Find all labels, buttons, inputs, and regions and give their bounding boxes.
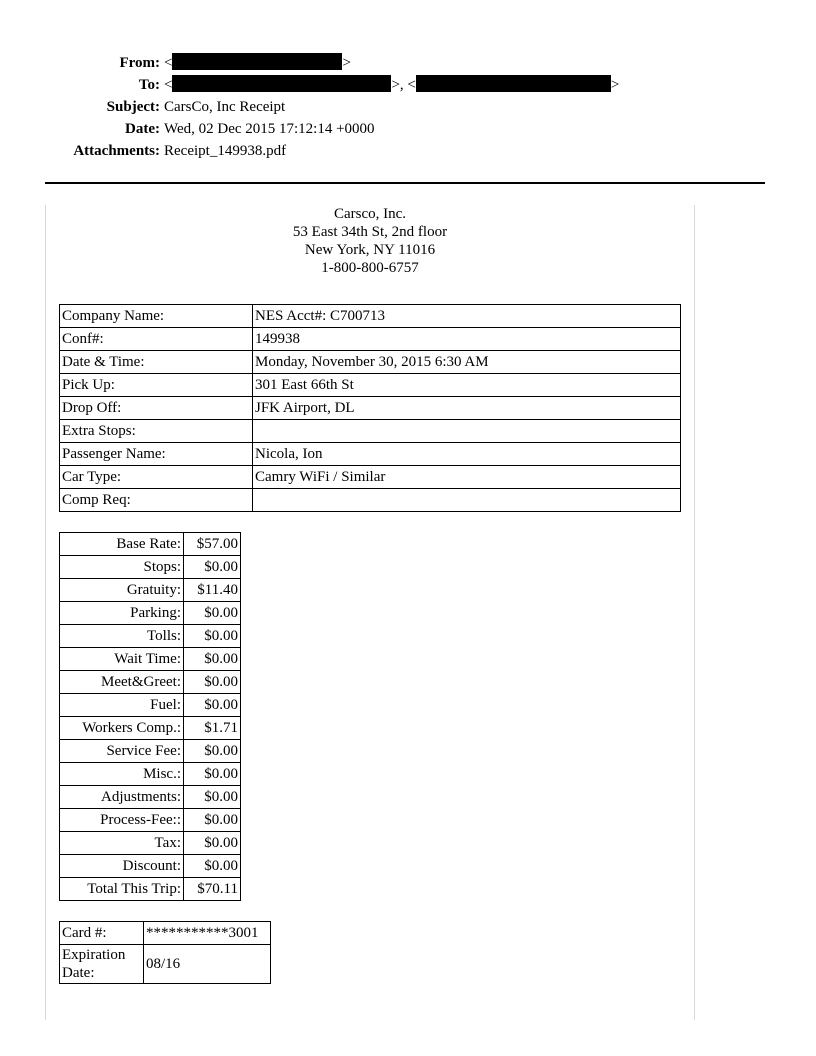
charge-row xyxy=(60,763,241,786)
to-row xyxy=(0,74,619,96)
charge-row xyxy=(60,556,241,579)
payment-table xyxy=(59,921,271,984)
subject-label: Subject: xyxy=(106,99,160,115)
charge-amount: $1.71 xyxy=(184,717,241,740)
charge-label: Misc.: xyxy=(60,763,184,786)
charge-amount: $0.00 xyxy=(184,763,241,786)
charge-row xyxy=(60,602,241,625)
charge-amount: $57.00 xyxy=(184,533,241,556)
trip-info-value: 301 East 66th St xyxy=(253,374,681,397)
company-phone: 1-800-800-6757 xyxy=(321,260,419,276)
from-value: < > xyxy=(164,55,351,71)
charge-amount: $70.11 xyxy=(184,878,241,901)
charge-row xyxy=(60,533,241,556)
company-name: Carsco, Inc. xyxy=(333,206,407,222)
charge-label: Service Fee: xyxy=(60,740,184,763)
company-address-line-2: New York, NY 11016 xyxy=(304,242,436,258)
charge-row xyxy=(60,717,241,740)
trip-info-label: Company Name: xyxy=(60,305,253,328)
charge-row xyxy=(60,809,241,832)
charge-label: Tax: xyxy=(60,832,184,855)
charge-row xyxy=(60,625,241,648)
trip-info-value: Monday, November 30, 2015 6:30 AM xyxy=(253,351,681,374)
charge-row xyxy=(60,694,241,717)
trip-info-value xyxy=(253,420,681,443)
trip-info-row xyxy=(60,397,681,420)
charge-label: Discount: xyxy=(60,855,184,878)
redacted-sender xyxy=(172,53,342,70)
trip-info-table xyxy=(59,304,681,512)
trip-info-row xyxy=(60,374,681,397)
date-value: Wed, 02 Dec 2015 17:12:14 +0000 xyxy=(164,121,375,137)
charge-amount: $0.00 xyxy=(184,694,241,717)
charge-amount: $0.00 xyxy=(184,648,241,671)
charge-amount: $0.00 xyxy=(184,625,241,648)
expiration-date-value: 08/16 xyxy=(144,945,271,984)
attachments-label: Attachments: xyxy=(73,143,160,159)
charge-label: Wait Time: xyxy=(60,648,184,671)
company-address-line-1: 53 East 34th St, 2nd floor xyxy=(292,224,448,240)
charge-label: Adjustments: xyxy=(60,786,184,809)
trip-info-label: Pick Up: xyxy=(60,374,253,397)
trip-info-row xyxy=(60,489,681,512)
trip-info-value: 149938 xyxy=(253,328,681,351)
subject-value: CarsCo, Inc Receipt xyxy=(164,99,286,115)
charge-row xyxy=(60,786,241,809)
charge-amount: $0.00 xyxy=(184,786,241,809)
trip-info-label: Extra Stops: xyxy=(60,420,253,443)
trip-info-label: Comp Req: xyxy=(60,489,253,512)
to-label: To: xyxy=(138,77,160,93)
charge-amount: $0.00 xyxy=(184,602,241,625)
email-header xyxy=(0,52,619,162)
trip-info-label: Passenger Name: xyxy=(60,443,253,466)
date-label: Date: xyxy=(125,121,160,137)
trip-info-row xyxy=(60,466,681,489)
charge-row xyxy=(60,878,241,901)
charge-label: Parking: xyxy=(60,602,184,625)
trip-info-value: Nicola, Ion xyxy=(253,443,681,466)
company-address-block xyxy=(45,205,695,277)
charge-row xyxy=(60,740,241,763)
attachments-row xyxy=(0,140,619,162)
trip-info-label: Conf#: xyxy=(60,328,253,351)
trip-info-row xyxy=(60,420,681,443)
trip-info-value: JFK Airport, DL xyxy=(253,397,681,420)
trip-info-row xyxy=(60,305,681,328)
trip-info-value xyxy=(253,489,681,512)
charge-label: Meet&Greet: xyxy=(60,671,184,694)
trip-info-label: Date & Time: xyxy=(60,351,253,374)
charge-amount: $0.00 xyxy=(184,809,241,832)
card-row xyxy=(60,922,271,945)
redacted-recipient-2 xyxy=(416,75,611,92)
charge-label: Process-Fee:: xyxy=(60,809,184,832)
attachment-filename[interactable]: Receipt_149938.pdf xyxy=(164,143,287,159)
charge-amount: $0.00 xyxy=(184,832,241,855)
trip-info-label: Car Type: xyxy=(60,466,253,489)
from-label: From: xyxy=(119,55,160,71)
charge-amount: $0.00 xyxy=(184,671,241,694)
charge-amount: $0.00 xyxy=(184,855,241,878)
charge-row xyxy=(60,855,241,878)
trip-info-row xyxy=(60,328,681,351)
expiration-row xyxy=(60,945,271,984)
charge-label: Fuel: xyxy=(60,694,184,717)
charge-amount: $11.40 xyxy=(184,579,241,602)
trip-info-label: Drop Off: xyxy=(60,397,253,420)
trip-info-value: NES Acct#: C700713 xyxy=(253,305,681,328)
charge-label: Total This Trip: xyxy=(60,878,184,901)
left-frame-border xyxy=(45,205,46,1020)
right-frame-border xyxy=(694,205,695,1020)
from-row xyxy=(0,52,619,74)
charge-label: Stops: xyxy=(60,556,184,579)
charges-table xyxy=(59,532,241,901)
charge-label: Workers Comp.: xyxy=(60,717,184,740)
card-number-value: ***********3001 xyxy=(144,922,271,945)
trip-info-row xyxy=(60,351,681,374)
charge-amount: $0.00 xyxy=(184,740,241,763)
charge-label: Gratuity: xyxy=(60,579,184,602)
subject-row xyxy=(0,96,619,118)
charge-row xyxy=(60,671,241,694)
charge-row xyxy=(60,648,241,671)
expiration-date-label: Expiration Date: xyxy=(60,945,144,984)
to-value: < >, < > xyxy=(164,77,620,93)
charge-row xyxy=(60,832,241,855)
header-divider xyxy=(45,182,765,184)
trip-info-value: Camry WiFi / Similar xyxy=(253,466,681,489)
charge-label: Base Rate: xyxy=(60,533,184,556)
charge-amount: $0.00 xyxy=(184,556,241,579)
date-row xyxy=(0,118,619,140)
redacted-recipient-1 xyxy=(172,75,391,92)
charge-row xyxy=(60,579,241,602)
trip-info-row xyxy=(60,443,681,466)
charge-label: Tolls: xyxy=(60,625,184,648)
card-number-label: Card #: xyxy=(60,922,144,945)
